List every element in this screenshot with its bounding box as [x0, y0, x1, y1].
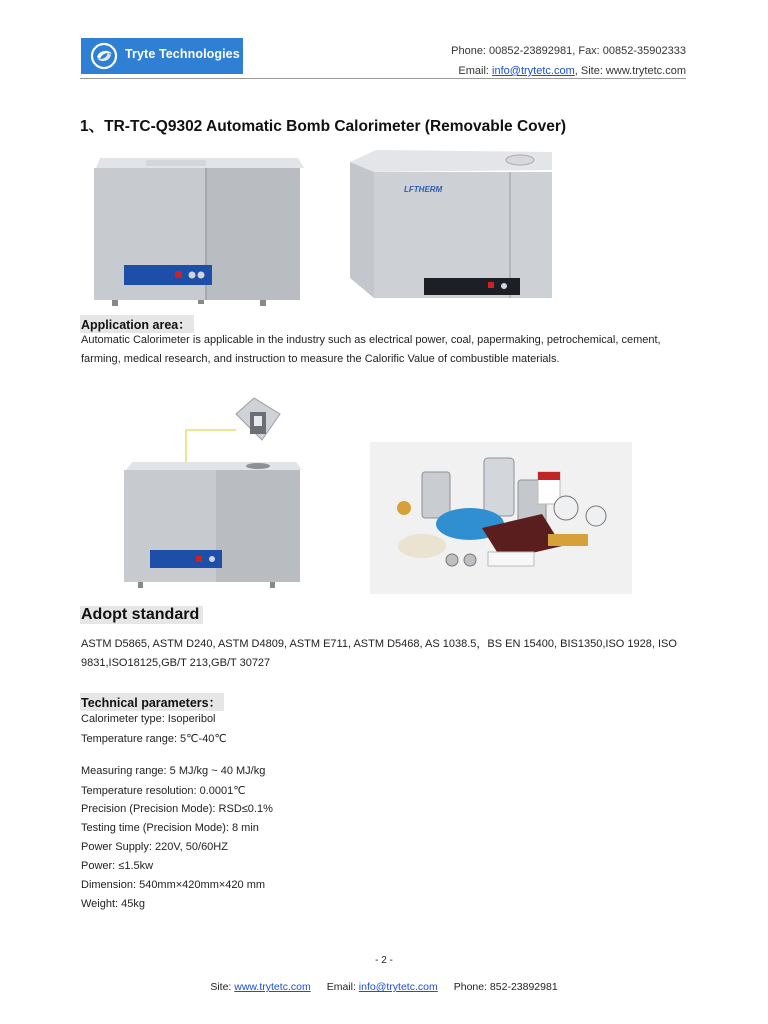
param-testing-time: Testing time (Precision Mode): 8 min: [81, 822, 259, 834]
header-site-text: , Site: www.trytetc.com: [574, 65, 686, 77]
param-measuring-range: Measuring range: 5 MJ/kg ~ 40 MJ/kg: [81, 765, 266, 777]
calorimeter-angled-image: [346, 148, 560, 304]
param-temperature-range: Temperature range: 5℃-40℃: [81, 733, 227, 745]
param-power-supply: Power Supply: 220V, 50/60HZ: [81, 841, 228, 853]
header-email-site: [458, 65, 686, 77]
param-precision: Precision (Precision Mode): RSD≤0.1%: [81, 803, 273, 815]
param-dimension: Dimension: 540mm×420mm×420 mm: [81, 879, 266, 891]
logo-swirl-icon: [90, 42, 118, 70]
footer-site-link[interactable]: www.trytetc.com: [234, 981, 311, 993]
product-title: 1、TR-TC-Q9302 Automatic Bomb Calorimeter (Removable Cover): [80, 118, 567, 135]
param-temperature-resolution: Temperature resolution: 0.0001℃: [81, 785, 246, 797]
brand-label: LFTHERM: [404, 185, 443, 194]
adopt-standard-text: ASTM D5865, ASTM D240, ASTM D4809, ASTM E711, ASTM D5468, AS 1038.5，BS EN 15400, BIS1350,ISO 1928, ISO 9831,ISO18125,GB/T 213,GB/T 30727: [81, 638, 677, 669]
param-power: Power: ≤1.5kw: [81, 860, 154, 872]
header-phone-fax: Phone: 00852-23892981, Fax: 00852-35902333: [451, 45, 686, 57]
logo-text: Tryte Technologies: [125, 47, 240, 61]
calorimeter-callout-image: [120, 392, 342, 598]
header-email-label: Email:: [458, 65, 493, 77]
technical-parameters-heading: Technical parameters：: [80, 693, 224, 711]
application-area-heading: Application area：: [80, 315, 194, 333]
footer-email-link[interactable]: info@trytetc.com: [358, 981, 438, 993]
header-divider: [80, 78, 686, 79]
param-calorimeter-type: Calorimeter type: Isoperibol: [81, 713, 216, 725]
adopt-standard-heading: Adopt standard: [80, 606, 203, 624]
accessories-image: [370, 442, 632, 594]
page-footer: [0, 981, 768, 993]
param-weight: Weight: 45kg: [81, 898, 146, 910]
page-number: - 2 -: [375, 955, 393, 966]
company-logo: [81, 38, 243, 74]
footer-site-label: Site:: [210, 981, 235, 993]
calorimeter-front-image: [88, 148, 310, 308]
footer-phone: Phone: 852-23892981: [453, 981, 558, 993]
application-area-text: Automatic Calorimeter is applicable in the industry such as electrical power, coal, papermaking, petrochemical, cement, farming, medical research, and instruction to measure the Calorific Value of combustible materials.: [81, 334, 661, 365]
footer-email-label: Email:: [326, 981, 359, 993]
header-email-link[interactable]: info@trytetc.com: [492, 65, 575, 77]
